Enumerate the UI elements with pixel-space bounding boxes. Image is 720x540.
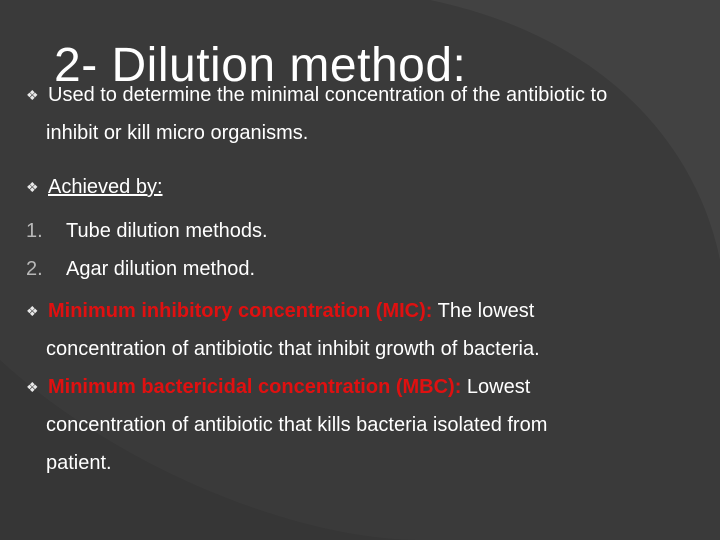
mbc-term: Minimum bactericidal concentration (MBC): (48, 376, 462, 398)
mbc-line-3: patient. (46, 452, 112, 474)
mbc-definition-start: Lowest (461, 376, 531, 398)
paragraph-achieved (26, 168, 706, 206)
list-text: Agar dilution method. (66, 258, 256, 280)
achieved-heading: Achieved by: (48, 176, 163, 198)
mic-line-2: concentration of antibiotic that inhibit growth of bacteria. (46, 338, 540, 360)
paragraph-mic (26, 292, 706, 368)
bullet-icon: ❖ (26, 379, 39, 395)
mic-definition-start: The lowest (432, 300, 535, 322)
slide-title: 2- Dilution method: (54, 39, 467, 92)
list-item (26, 250, 706, 290)
purpose-line-2: inhibit or kill micro organisms. (46, 122, 309, 144)
mic-term: Minimum inhibitory concentration (MIC): (48, 300, 433, 322)
list-text: Tube dilution methods. (66, 220, 268, 242)
bullet-icon: ❖ (26, 303, 39, 319)
bullet-icon: ❖ (26, 87, 39, 103)
purpose-line-1: Used to determine the minimal concentration of the antibiotic to (48, 84, 608, 106)
mbc-line-1 (26, 368, 706, 406)
list-item (26, 212, 706, 252)
paragraph-purpose (26, 76, 706, 152)
list-number: 2. (26, 258, 43, 280)
mic-line-1 (26, 292, 706, 330)
paragraph-mbc (26, 368, 706, 482)
bullet-icon: ❖ (26, 179, 39, 195)
mbc-line-2: concentration of antibiotic that kills bacteria isolated from (46, 414, 548, 436)
list-number: 1. (26, 220, 43, 242)
